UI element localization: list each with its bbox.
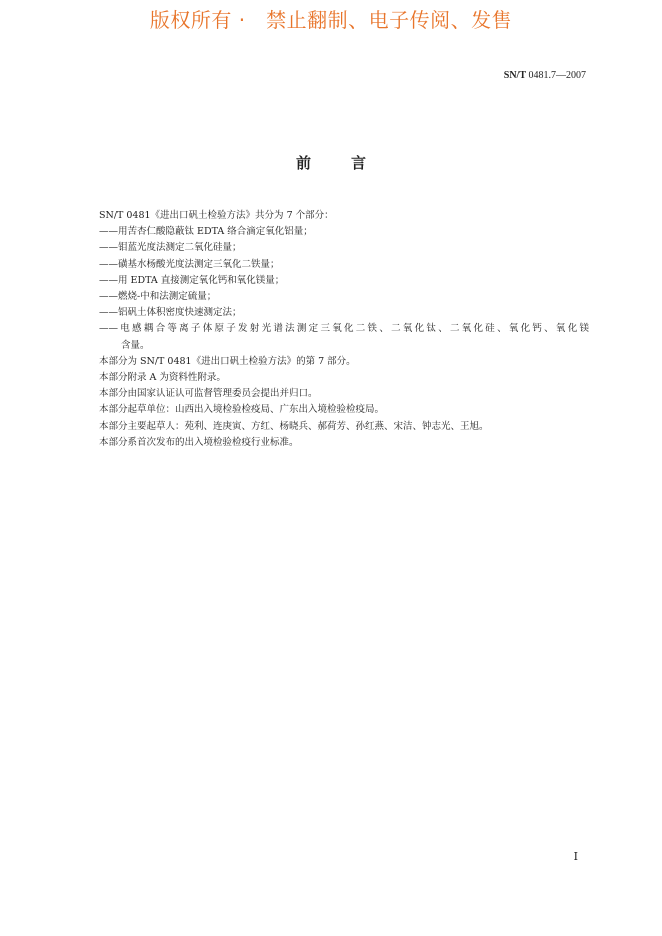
part-item-6: ——铝矾土体积密度快速测定法； [99,307,242,319]
part-item-2: ——钼蓝光度法测定二氧化硅量； [99,242,242,254]
part-item-3: ——磺基水杨酸光度法测定三氧化二铁量； [99,258,280,270]
page-title [0,152,662,173]
paragraph-drafters: 本部分主要起草人：苑利、连庚寅、方红、杨晓兵、郝荷芳、孙红燕、宋洁、钟志光、王旭。 [99,420,489,432]
part-item-1: ——用苦杏仁酸隐蔽钛 EDTA 络合滴定氧化铝量； [99,226,313,238]
foreword-body [99,208,589,451]
doc-number-prefix: SN/T [503,70,526,81]
title-char-2: 言 [351,154,367,172]
part-item-5: ——燃烧-中和法测定硫量； [99,291,217,303]
intro-line: SN/T 0481《进出口矾土检验方法》共分为 7 个部分： [99,210,334,221]
watermark-banner: 版权所有 · 禁止翻制、电子传阅、发售 [149,8,513,32]
part-item-7: ——电感耦合等离子体原子发射光谱法测定三氧化二铁、二氧化钛、二氧化硅、氧化钙、氧化镁 [99,323,589,335]
paragraph-annex: 本部分附录 A 为资料性附录。 [99,372,226,384]
document-number [504,70,586,81]
part-item-4: ——用 EDTA 直接测定氧化钙和氧化镁量； [99,274,285,286]
part-item-7-continuation: 含量。 [121,339,150,351]
paragraph-scope: 本部分为 SN/T 0481《进出口矾土检验方法》的第 7 部分。 [99,355,356,367]
page-number: I [573,850,578,863]
paragraph-first-issue: 本部分系首次发布的出入境检验检疫行业标准。 [99,436,299,448]
title-char-1: 前 [295,154,311,172]
doc-number-suffix: 0481.7—2007 [528,70,586,81]
paragraph-drafting-units: 本部分起草单位：山西出入境检验检疫局、广东出入境检验检疫局。 [99,404,385,416]
paragraph-proposer: 本部分由国家认证认可监督管理委员会提出并归口。 [99,388,318,400]
